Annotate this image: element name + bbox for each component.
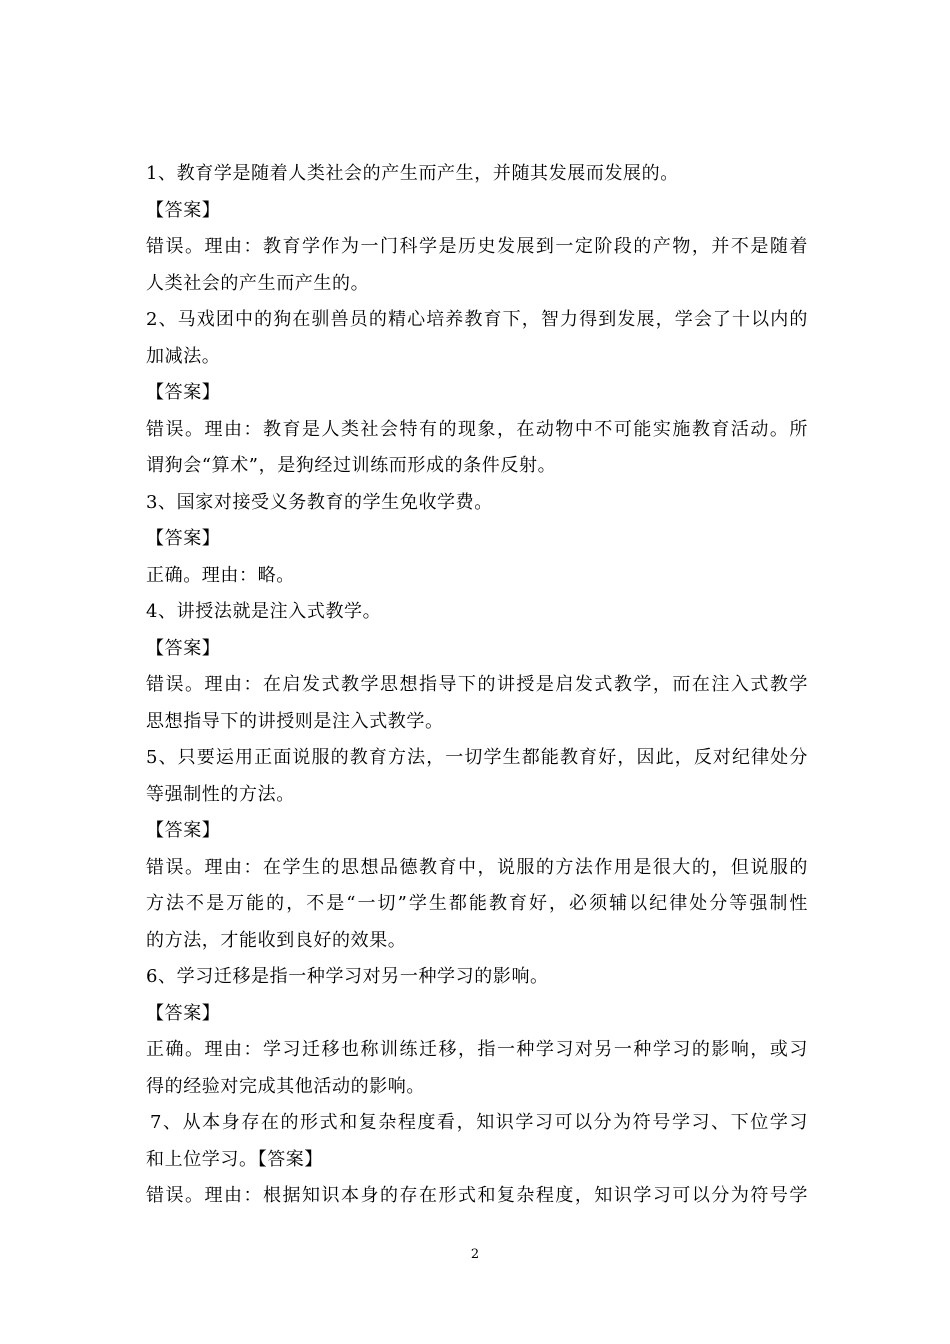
text-line: 错误。理由：在启发式教学思想指导下的讲授是启发式教学，而在注入式教学 — [146, 674, 808, 695]
text-line: 人类社会的产生而产生的。 — [146, 272, 370, 294]
text-line: 【答案】 — [146, 382, 221, 403]
text-line: 错误。理由：在学生的思想品德教育中，说服的方法作用是很大的，但说服的 — [146, 856, 808, 878]
text-line: 【答案】 — [146, 820, 221, 841]
text-line: 【答案】 — [146, 199, 221, 221]
document-body — [146, 156, 808, 1215]
text-line: 【答案】 — [146, 637, 221, 659]
text-line: 谓狗会“算术”，是狗经过训练而形成的条件反射。 — [146, 455, 557, 476]
page-number: 2 — [470, 1247, 480, 1262]
text-line: 得的经验对完成其他活动的影响。 — [146, 1075, 425, 1097]
text-line: 等强制性的方法。 — [146, 783, 295, 805]
text-line: 思想指导下的讲授则是注入式教学。 — [146, 710, 444, 732]
text-line: 错误。理由：教育是人类社会特有的现象，在动物中不可能实施教育活动。所 — [146, 418, 808, 440]
text-line: 正确。理由：学习迁移也称训练迁移，指一种学习对另一种学习的影响，或习 — [146, 1039, 808, 1060]
text-line: 1、教育学是随着人类社会的产生而产生，并随其发展而发展的。 — [146, 163, 679, 184]
text-line: 加减法。 — [146, 345, 221, 367]
text-line: 方法不是万能的，不是“一切”学生都能教育好，必须辅以纪律处分等强制性 — [146, 893, 808, 914]
text-line: 5、只要运用正面说服的教育方法，一切学生都能教育好，因此，反对纪律处分 — [146, 747, 808, 768]
text-line: 【答案】 — [146, 528, 221, 549]
text-line: 错误。理由：根据知识本身的存在形式和复杂程度，知识学习可以分为符号学 — [146, 1185, 808, 1206]
text-line: 正确。理由：略。 — [146, 564, 295, 586]
text-line: 7、从本身存在的形式和复杂程度看，知识学习可以分为符号学习、下位学习 — [150, 1112, 808, 1133]
text-line: 和上位学习。【答案】 — [146, 1148, 323, 1170]
text-line: 2、马戏团中的狗在驯兽员的精心培养教育下，智力得到发展，学会了十以内的 — [146, 309, 808, 330]
text-line: 错误。理由：教育学作为一门科学是历史发展到一定阶段的产物，并不是随着 — [146, 236, 808, 257]
text-line: 6、学习迁移是指一种学习对另一种学习的影响。 — [146, 966, 549, 987]
text-line: 4、讲授法就是注入式教学。 — [146, 601, 382, 622]
text-line: 3、国家对接受义务教育的学生免收学费。 — [146, 491, 493, 513]
text-line: 【答案】 — [146, 1002, 221, 1024]
text-line: 的方法，才能收到良好的效果。 — [146, 929, 407, 951]
